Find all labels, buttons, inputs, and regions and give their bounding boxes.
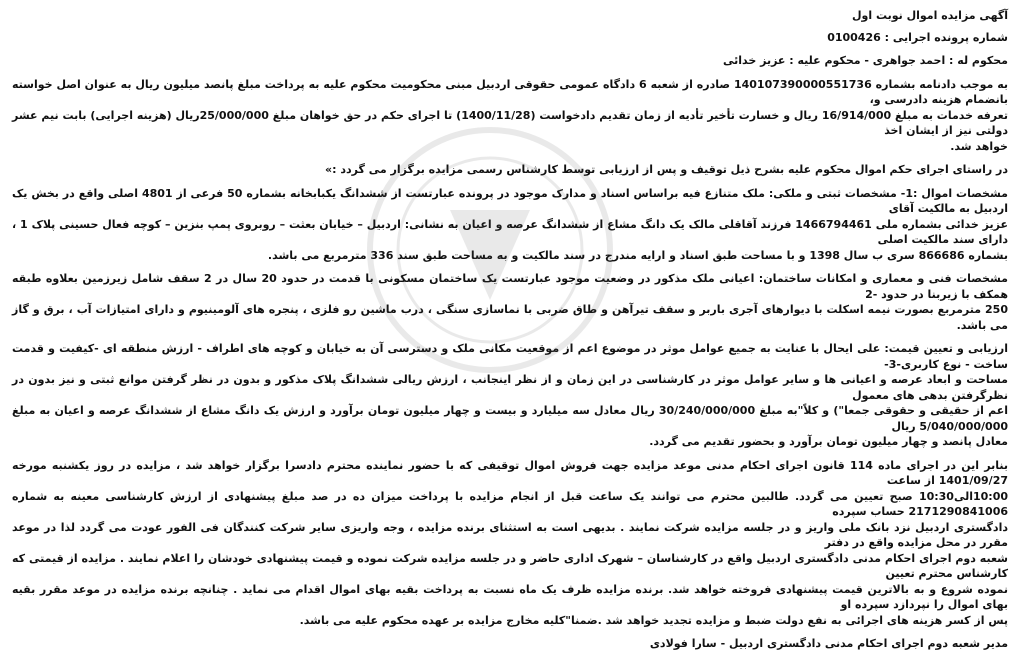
auction-terms-line: پس از کسر هزینه های اجرائی به نفع دولت ضبط و مزایده تجدید خواهد شد .ضمنا"کلیه مخارج مزایده بر عهده محکوم علیه می باشد. xyxy=(299,613,1008,627)
judgment-paragraph xyxy=(12,77,1008,155)
parties-line xyxy=(12,53,1008,69)
execution-intro-paragraph xyxy=(12,162,1008,178)
property-details-line: عزیز خدائی بشماره ملی 1466794461 فرزند آقاقلی مالک یک دانگ مشاع از ششدانگ عرصه و اعیان به نشانی: اردبیل – خیابان بعثت – روبروی پمپ بنزین – کوچه فعال حسینی پلاک 1 ، دارای سند مالکیت اصلی xyxy=(12,217,1008,246)
technical-specs-line: مشخصات فنی و معماری و امکانات ساختمان: اعیانی ملک مذکور در وضعیت موجود عبارتست یک ساختمان مسکونی با قدمت در حدود 20 سال در 2 سقف شامل زیرزمین بعلاوه طبقه همکف با زیربنا در حدود -2 xyxy=(12,272,1008,301)
signature-text: مدیر شعبه دوم اجرای احکام مدنی دادگستری اردبیل - سارا فولادی xyxy=(649,637,1008,650)
valuation-paragraph xyxy=(12,341,1008,450)
technical-specs-line: 250 مترمربع بصورت نیمه اسکلت با دیوارهای آجری باربر و سقف تیرآهن و طاق ضربی با نماسازی سنگی ، درب ماشین رو فلزی ، پنجره های آلومینیوم و دارای امتیازات آب ، برق و گاز می باشد. xyxy=(12,303,1008,332)
valuation-line: معادل پانصد و چهار میلیون تومان برآورد و بحضور تقدیم می گردد. xyxy=(649,435,1008,448)
valuation-line: مساحت و ابعاد عرصه و اعیانی ها و سایر عوامل موثر در کارشناسی در این زمان و از نظر اینجانب ، ارزش ریالی ششدانگ پلاک مذکور و بدون در نظر گرفتن موانع ثبتی و نیز بدون در نظرگرفتن بدهی های معمول xyxy=(12,373,1008,402)
auction-terms-line: نموده شروع و به بالاترین قیمت پیشنهادی فروخته خواهد شد. برنده مزایده ظرف یک ماه نسبت به پرداخت بقیه بهای اموال اقدام می نماید . چنانچه برنده مزایده در موعد مقرر بقیه بهای اموال را نپردازد سپرده او xyxy=(12,582,1008,611)
signature-line xyxy=(12,636,1008,652)
judgment-line: خواهد شد. xyxy=(950,139,1008,153)
execution-intro-line: در راستای اجرای حکم اموال محکوم علیه بشرح ذیل توقیف و پس از ارزیابی توسط کارشناس رسمی مزایده برگزار می گردد :» xyxy=(325,163,1008,176)
technical-specs-paragraph xyxy=(12,271,1008,333)
auction-terms-line: دادگستری اردبیل نزد بانک ملی واریز و در جلسه مزایده شرکت نمایند . بدیهی است به استثنای برنده مزایده ، وجه واریزی سایر شرکت کنندگان فی الفور عودت می گردد لذا در موعد مقرر در محل مزایده واقع در دفتر xyxy=(12,520,1008,549)
valuation-line: اعم از حقیقی و حقوقی جمعا") و کلاً"به مبلغ 30/240/000/000 ریال معادل سه میلیارد و بیست و چهار میلیون تومان برآورد و ارزش یک دانگ مشاع از ششدانگ عرصه و اعیان به مبلغ 5/040/000/000 ریال xyxy=(12,404,1008,433)
notice-title xyxy=(12,8,1008,24)
valuation-line: ارزیابی و تعیین قیمت: علی ایحال با عنایت به جمیع عوامل موثر در موضوع اعم از موقعیت مکانی ملک و دسترسی آن به خیابان و کوچه های اطراف - ارزش منطقه ای -کیفیت و قدمت ساخت - نوع کاربری-3- xyxy=(12,342,1008,371)
property-details-line: مشخصات اموال :1- مشخصات ثبتی و ملکی: ملک متنازع فیه براساس اسناد و مدارک موجود در پرونده عبارتست از ششدانگ یکبابخانه بشماره 50 فرعی از 4801 اصلی واقع در بخش یک اردبیل به مالکیت آقای xyxy=(12,186,1008,215)
property-details-paragraph xyxy=(12,186,1008,264)
notice-title-text: آگهی مزایده اموال نوبت اول xyxy=(851,9,1008,22)
judgment-line: تعرفه خدمات به مبلغ 16/914/000 ریال و خسارت تأخیر تأدیه از زمان تقدیم دادخواست (1400/11/28) تا اجرای حکم در حق خواهان مبلغ 25/000/000ریال (هزینه اجرایی) بابت نیم عشر دولتی نیز از ایشان اخذ xyxy=(12,108,1008,137)
property-details-line: بشماره 866686 سری ب سال 1398 و با مساحت طبق اسناد و ارایه مندرج در سند مالکیت و به مساحت طبق سند 336 مترمربع می باشد. xyxy=(267,248,1008,262)
parties-text: محکوم له : احمد جواهری - محکوم علیه : عزیز خدائی xyxy=(722,54,1008,67)
case-file-number xyxy=(12,30,1008,46)
auction-terms-paragraph xyxy=(12,458,1008,629)
auction-terms-line: 10:00الی10:30 صبح تعیین می گردد. طالبین محترم می توانند یک ساعت قبل از انجام مزایده با پرداخت میزان ده در صد مبلغ پیشنهادی از ارزش کارشناسی معینه به شماره 2171290841006 حساب سپرده xyxy=(12,489,1008,518)
case-file-number-text: شماره پرونده اجرایی : 0100426 xyxy=(827,30,1008,44)
auction-terms-line: شعبه دوم اجرای احکام مدنی دادگستری اردبیل واقع در کارشناسان – شهرک اداری حاضر و در جلسه مزایده شرکت نموده و قیمت پیشنهادی خودشان را اعلام نمایند . مزایده از قیمتی که کارشناس محترم تعیین xyxy=(12,551,1008,580)
auction-terms-line: بنابر این در اجرای ماده 114 قانون اجرای احکام مدنی موعد مزایده جهت فروش اموال توقیفی که با حضور نماینده محترم دادسرا برگزار خواهد شد ، مزایده در روز یکشنبه مورخه 1401/09/27 از ساعت xyxy=(12,458,1008,487)
judgment-line: به موجب دادنامه بشماره 140107390000551736 صادره از شعبه 6 دادگاه عمومی حقوقی اردبیل مبنی محکومیت محکوم علیه به پرداخت مبلغ پانصد میلیون ریال به عنوان اصل خواسته بانضمام هزینه دادرسی و، xyxy=(12,77,1009,106)
